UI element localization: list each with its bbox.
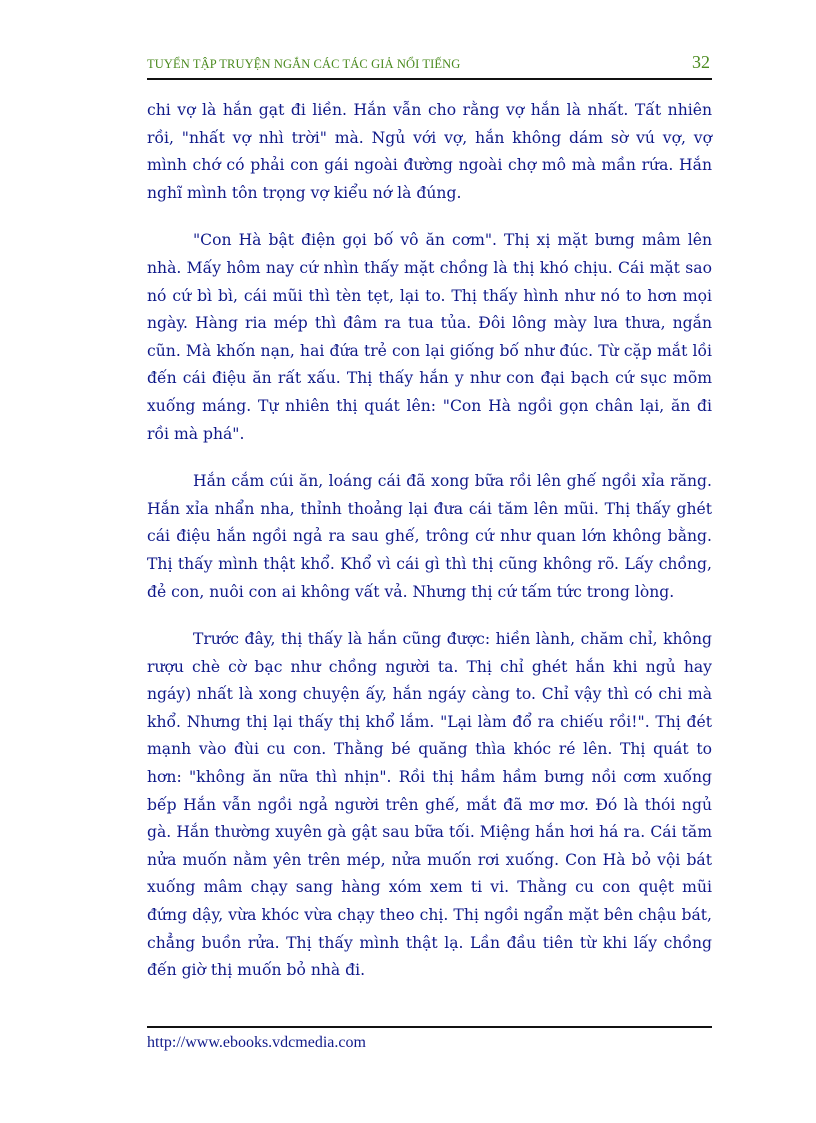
- paragraph-4: Trước đây, thị thấy là hắn cũng được: hiền lành, chăm chỉ, không rượu chè cờ bạc như chồng người ta. Thị chỉ ghét hắn khi ngủ hay ngáy) nhất là xong chuyện ấy, hắn ngáy càng to. Chỉ vậy thì có chi mà khổ. Nhưng thị lại thấy thị khổ lắm. "Lại làm đổ ra chiếu rồi!". Thị đét mạnh vào đùi cu con. Thằng bé quăng thìa khóc ré lên. Thị quát to hơn: "không ăn nữa thì nhịn". Rồi thị hầm hầm bưng nồi cơm xuống bếp Hắn vẫn ngồi ngả người trên ghế, mắt đã mơ mơ. Đó là thói ngủ gà. Hắn thường xuyên gà gật sau bữa tối. Miệng hắn hơi há ra. Cái tăm nửa muốn nằm yên trên mép, nửa muốn rơi xuống. Con Hà bỏ vội bát xuống mâm chạy sang hàng xóm xem ti vi. Thằng cu con quệt mũi đứng dậy, vừa khóc vừa chạy theo chị. Thị ngồi ngẩn mặt bên chậu bát, chẳng buồn rửa. Thị thấy mình thật lạ. Lần đầu tiên từ khi lấy chồng đến giờ thị muốn bỏ nhà đi.: [147, 630, 712, 980]
- paragraph-1: chi vợ là hắn gạt đi liền. Hắn vẫn cho rằng vợ hắn là nhất. Tất nhiên rồi, "nhất vợ nhì trời" mà. Ngủ với vợ, hắn không dám sờ vú vợ, vợ mình chớ có phải con gái ngoài đường ngoài chợ mô mà mần rứa. Hắn nghĩ mình tôn trọng vợ kiểu nớ là đúng.: [147, 101, 712, 202]
- paragraph-3: Hắn cắm cúi ăn, loáng cái đã xong bữa rồi lên ghế ngồi xỉa răng. Hắn xỉa nhẩn nha, thỉnh thoảng lại đưa cái tăm lên mũi. Thị thấy ghét cái điệu hắn ngồi ngả ra sau ghế, trông cứ như quan lớn không bằng. Thị thấy mình thật khổ. Khổ vì cái gì thì thị cũng không rõ. Lấy chồng, đẻ con, nuôi con ai không vất vả. Nhưng thị cứ tấm tức trong lòng.: [147, 472, 712, 601]
- footer-website-link[interactable]: http://www.ebooks.vdcmedia.com: [147, 1034, 366, 1051]
- page-header: [147, 52, 712, 80]
- page-number: 32: [692, 52, 710, 72]
- story-body: [147, 97, 712, 1005]
- paragraph-2: "Con Hà bật điện gọi bố vô ăn cơm". Thị xị mặt bưng mâm lên nhà. Mấy hôm nay cứ nhìn thấy mặt chồng là thị khó chịu. Cái mặt sao nó cứ bì bì, cái mũi thì tèn tẹt, lại to. Thị thấy hình như nó to hơn mọi ngày. Hàng ria mép thì đâm ra tua tủa. Đôi lông mày lưa thưa, ngắn cũn. Mà khốn nạn, hai đứa trẻ con lại giống bố như đúc. Từ cặp mắt lồi đến cái điệu ăn rất xấu. Thị thấy hắn y như con đại bạch cứ sục mõm xuống máng. Tự nhiên thị quát lên: "Con Hà ngồi gọn chân lại, ăn đi rồi mà phá".: [147, 231, 712, 443]
- footer-divider: [147, 1026, 712, 1028]
- header-title: TUYỂN TẬP TRUYỆN NGẮN CÁC TÁC GIẢ NỔI TIẾNG: [147, 57, 461, 71]
